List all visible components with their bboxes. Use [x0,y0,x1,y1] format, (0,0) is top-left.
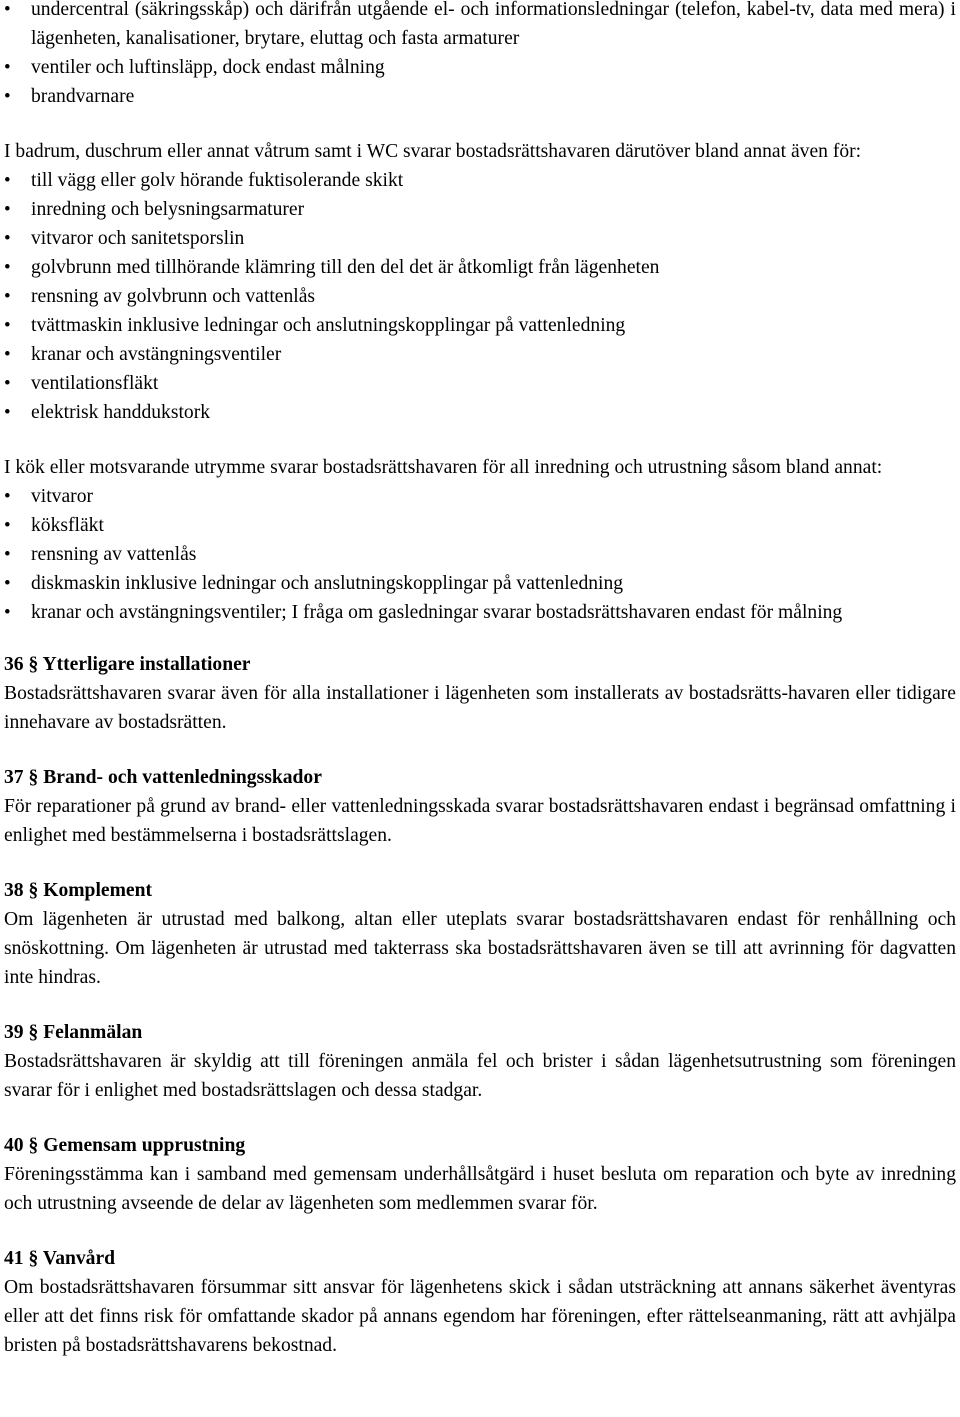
list-item: • vitvaror [4,482,956,511]
section-title: Gemensam upprustning [43,1135,246,1156]
section-body: Om lägenheten är utrustad med balkong, altan eller uteplats svarar bostadsrättshavaren endast för renhållning och snöskottning. Om lägenheten är utrustad med takterrass ska bostadsrättshavaren även se till att avrinning för dagvatten inte hindras. [4,909,956,988]
section-heading [4,1244,956,1273]
list-item: • brandvarnare [4,82,956,111]
section-symbol: § [28,880,39,901]
list-item: • köksfläkt [4,511,956,540]
list-item: • vitvaror och sanitetsporslin [4,224,956,253]
section-symbol: § [28,1135,39,1156]
section-symbol: § [28,1248,39,1269]
installation-list [4,0,956,111]
section-36 [4,650,956,737]
section-number: 38 [4,880,24,901]
section-title: Vanvård [42,1248,116,1269]
list-item: • diskmaskin inklusive ledningar och anslutningskopplingar på vattenledning [4,569,956,598]
list-item: • ventiler och luftinsläpp, dock endast målning [4,53,956,82]
section-symbol: § [28,1022,39,1043]
list-item: • undercentral (säkringsskåp) och därifrån utgående el- och informationsledningar (telefon, kabel-tv, data med mera) i lägenheten, kanalisationer, brytare, eluttag och fasta armaturer [4,0,956,53]
section-body: Om bostadsrättshavaren försummar sitt ansvar för lägenhetens skick i sådan utsträckning att annans säkerhet äventyras eller att det finns risk för omfattande skador på annans egendom har föreningen, efter rättelseanmaning, rätt att avhjälpa bristen på bostadsrättshavarens bekostnad. [4,1277,956,1356]
section-symbol: § [28,767,39,788]
section-body: Bostadsrättshavaren är skyldig att till föreningen anmäla fel och brister i sådan lägenhetsutrustning som föreningen svarar för i enlighet med bostadsrättslagen och dessa stadgar. [4,1051,956,1101]
section-title: Felanmälan [43,1022,143,1043]
section-heading [4,1131,956,1160]
section-title: Komplement [43,880,153,901]
list-item: • inredning och belysningsarmaturer [4,195,956,224]
list-item: • kranar och avstängningsventiler; I fråga om gasledningar svarar bostadsrättshavaren endast för målning [4,598,956,627]
section-title: Ytterligare installationer [42,654,251,675]
section-number: 39 [4,1022,24,1043]
section-symbol: § [28,654,39,675]
list-item: • kranar och avstängningsventiler [4,340,956,369]
section-number: 40 [4,1135,24,1156]
badrum-list [4,166,956,427]
list-item: • golvbrunn med tillhörande klämring till den del det är åtkomligt från lägenheten [4,253,956,282]
section-body: Bostadsrättshavaren svarar även för alla installationer i lägenheten som installerats av bostadsrätts-havaren eller tidigare innehavare av bostadsrätten. [4,683,956,733]
section-body: Föreningsstämma kan i samband med gemensam underhållsåtgärd i huset besluta om reparation och byte av inredning och utrustning avseende de delar av lägenheten som medlemmen svarar för. [4,1164,956,1214]
section-heading [4,876,956,905]
list-item: • elektrisk handdukstork [4,398,956,427]
section-41 [4,1244,956,1360]
section-heading [4,1018,956,1047]
section-heading [4,650,956,679]
section-number: 36 [4,654,24,675]
section-body: För reparationer på grund av brand- eller vattenledningsskada svarar bostadsrättshavaren endast i begränsad omfattning i enlighet med bestämmelserna i bostadsrättslagen. [4,796,956,846]
section-number: 41 [4,1248,24,1269]
section-number: 37 [4,767,24,788]
list-item: • rensning av golvbrunn och vattenlås [4,282,956,311]
section-heading [4,763,956,792]
list-item: • till vägg eller golv hörande fuktisolerande skikt [4,166,956,195]
section-39 [4,1018,956,1105]
section-37 [4,763,956,850]
section-40 [4,1131,956,1218]
section-38 [4,876,956,992]
kok-list [4,482,956,627]
section-title: Brand- och vattenledningsskador [43,767,322,788]
badrum-intro: I badrum, duschrum eller annat våtrum samt i WC svarar bostadsrättshavaren därutöver bland annat även för: [4,141,862,162]
kok-intro: I kök eller motsvarande utrymme svarar bostadsrättshavaren för all inredning och utrustning såsom bland annat: [4,457,883,478]
list-item: • rensning av vattenlås [4,540,956,569]
list-item: • tvättmaskin inklusive ledningar och anslutningskopplingar på vattenledning [4,311,956,340]
list-item: • ventilationsfläkt [4,369,956,398]
